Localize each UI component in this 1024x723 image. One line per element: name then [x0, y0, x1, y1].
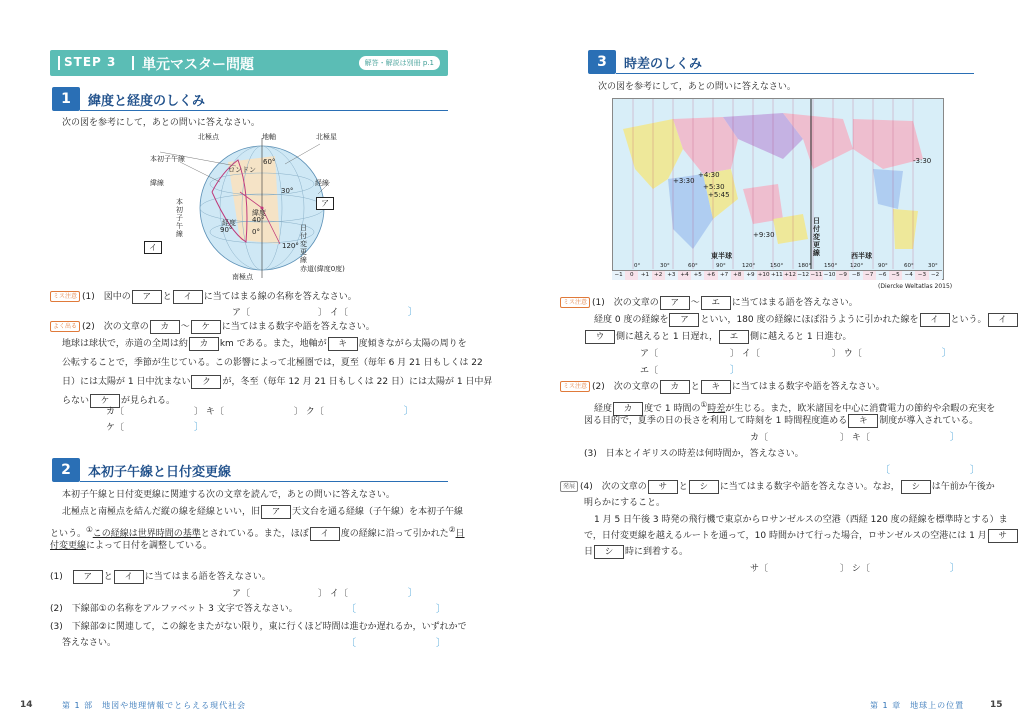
lon-tick: 30°: [660, 263, 670, 269]
tz-label: +5:30: [703, 183, 725, 191]
london-label: ロンドン: [228, 166, 256, 174]
timezone-offset-cell: −7: [863, 271, 876, 280]
section-number: 2: [52, 458, 80, 482]
timezone-offset-cell: +9: [744, 271, 757, 280]
s2-p2: という。①この経線は世界時間の基準とされている。また，ほぼ イ 度の経線に沿って引かれた②日: [50, 525, 465, 539]
timezone-offset-cell: −5: [889, 271, 902, 280]
timezone-offset-cell: +1: [638, 271, 651, 280]
timezone-offset-cell: +8: [731, 271, 744, 280]
tag-miss: ミス注意: [560, 381, 590, 392]
timezone-offset-cell: −3: [915, 271, 928, 280]
section-number: 3: [588, 50, 616, 74]
deg-30: 30°: [281, 187, 294, 195]
s1-q2-p3: 日）には太陽が 1 日中沈まない ク が，冬至（毎年 12 月 21 日もしくは 22 日）には太陽が 1 日中昇: [62, 376, 493, 387]
s1-q1: ミス注意 (1) 図中の ア と イ に当てはまる線の名称を答えなさい。: [50, 288, 357, 307]
tz-label: -3:30: [913, 157, 932, 165]
timezone-offset-cell: +3: [665, 271, 678, 280]
s1-q2-p2: 公転することで，季節が生じている。この影響によって北極圏では，夏至（毎年 6 月 21 日もしくは 22: [62, 358, 483, 368]
equator-label: 赤道(緯度0度): [300, 265, 345, 273]
timezone-offset-cell: +2: [652, 271, 665, 280]
s3-q4-p3: 日 シ 時に到着する。: [584, 546, 689, 557]
north-star-label: 北極星: [316, 133, 337, 141]
longitude-label: 経度: [222, 219, 236, 227]
timezone-offset-cell: +6: [704, 271, 717, 280]
s1-q2-answer-1[interactable]: カ〔 〕 キ〔 〕 ク〔 〕: [106, 406, 414, 417]
timezone-offset-cell: +12: [784, 272, 796, 278]
s3-q3: (3) 日本とイギリスの時差は何時間か，答えなさい。: [584, 449, 804, 459]
deg-120: 120°: [282, 242, 299, 250]
section-title: 時差のしくみ: [624, 57, 703, 72]
page-number-right: 15: [990, 700, 1003, 710]
footer-part: 第 1 部 地図や地理情報でとらえる現代社会: [62, 701, 247, 710]
s3-q2-p2: 図る目的で，夏季の日の長さを利用して時刻を 1 時間程度進める キ 制度が導入されている。: [584, 415, 979, 426]
south-pole-label: 南極点: [232, 273, 253, 281]
side-label-prime: 本初子午線: [176, 198, 183, 238]
lon-tick: 90°: [878, 263, 888, 269]
s3-q3-answer[interactable]: 〔 〕: [880, 465, 980, 476]
timezone-offset-cell: −1: [612, 271, 625, 280]
step-title: 単元マスター問題: [142, 57, 254, 73]
s2-q2: (2) 下線部①の名称をアルファベット 3 文字で答えなさい。: [50, 604, 298, 614]
s3-q1: ミス注意 (1) 次の文章の ア ～ エ に当てはまる語を答えなさい。: [560, 294, 858, 313]
tz-label: +4:30: [698, 171, 720, 179]
tz-label: +3:30: [673, 177, 695, 185]
step-label: STEP 3: [64, 55, 117, 69]
s2-q3b: 答えなさい。: [62, 638, 117, 648]
timezone-offset-cell: −8: [849, 271, 862, 280]
answers-ref: 解答・解説は別冊 p.1: [359, 56, 440, 70]
step-banner: [50, 50, 448, 76]
parallel-label: 緯線: [150, 179, 164, 187]
timezone-offset-cell: −12: [797, 272, 810, 278]
s3-q2-answer[interactable]: カ〔 〕 キ〔 〕: [750, 432, 960, 443]
deg-40: 40°: [252, 216, 265, 224]
timezone-offset-cell: 0: [625, 271, 638, 280]
s2-p1: 北極点と南極点を結んだ縦の線を経線といい，旧 ア 天文台を通る経線（子午線）を本初子午線: [62, 506, 464, 517]
timezone-offset-cell: −11: [810, 272, 823, 278]
s3-q1-p2: ウ 側に越えると 1 日遅れ， エ 側に越えると 1 日進む。: [584, 328, 851, 347]
timezone-offset-cell: +4: [678, 271, 691, 280]
tag-miss: ミス注意: [560, 297, 590, 308]
diagram-box-i: イ: [144, 241, 162, 254]
section-title: 緯度と経度のしくみ: [88, 94, 206, 109]
s1-q2-p1: 地球は球状で，赤道の全周は約 カ km である。また，地軸が キ 度傾きながら太陽の周りを: [62, 338, 467, 349]
meridian-label: 経線: [315, 179, 329, 187]
lon-tick: 180°: [798, 263, 812, 269]
s3-q4-answer[interactable]: サ〔 〕 シ〔 〕: [750, 563, 960, 574]
diagram-box-a: ア: [316, 197, 334, 210]
lon-tick: 0°: [634, 263, 641, 269]
section-3-header: [588, 50, 974, 74]
section-1-header: [52, 87, 448, 111]
map-source: (Diercke Weltatlas 2015): [878, 283, 953, 290]
section-2-intro: 本初子午線と日付変更線に関連する次の文章を読んで，あとの問いに答えなさい。: [62, 490, 395, 500]
section-2-header: [52, 458, 448, 482]
timezone-offset-row: [612, 270, 942, 280]
lon-tick: 60°: [904, 263, 914, 269]
s1-q2-answer-2[interactable]: ケ〔 〕: [106, 422, 205, 433]
timezone-map: [612, 98, 944, 280]
dateline-label: 日付変更線: [813, 217, 820, 257]
tz-label: +9:30: [753, 231, 775, 239]
s1-q1-answer[interactable]: ア〔 〕 イ〔 〕: [232, 307, 418, 318]
s2-q1: (1) ア と イ に当てはまる語を答えなさい。: [50, 571, 271, 582]
deg-0: 0°: [252, 228, 260, 236]
timezone-offset-cell: −4: [902, 271, 915, 280]
s3-q2: ミス注意 (2) 次の文章の カ と キ に当てはまる数字や語を答えなさい。: [560, 378, 885, 397]
east-hemisphere-label: 東半球: [711, 252, 732, 260]
timezone-offset-cell: +11: [770, 272, 783, 278]
timezone-offset-cell: +10: [757, 272, 770, 278]
s2-p3: 付変更線によって日付を調整している。: [50, 541, 213, 551]
s2-q2-answer[interactable]: 〔 〕: [346, 604, 446, 615]
lon-tick: 30°: [928, 263, 938, 269]
timezone-offset-cell: −2: [929, 271, 942, 280]
north-pole-label: 北極点: [198, 133, 219, 141]
s3-q4-p1: 1 月 5 日午後 3 時発の飛行機で東京からロサンゼルスの空港（西経 120 度の経線を標準時とする）ま: [594, 515, 1008, 525]
s3-q1-answer-1[interactable]: ア〔 〕 イ〔 〕 ウ〔 〕: [640, 348, 952, 359]
s3-q4-p2: で，日付変更線を越えるルートを通って，10 時間かけて行った場合，ロサンゼルスの空港には 1 月 サ: [584, 527, 1019, 546]
s3-q4: 発展 (4) 次の文章の サ と シ に当てはまる数字や語を答えなさい。なお， シ は午前か午後か: [560, 478, 995, 497]
timezone-offset-cell: +7: [718, 271, 731, 280]
s2-q3a: (3) 下線部②に関連して，この線をまたがない限り，東に行くほど時間は進むか遅れるか，いずれかで: [50, 622, 467, 632]
latitude-label: 緯度: [252, 209, 266, 217]
s3-q4-p0: 明らかにすること。: [584, 498, 666, 508]
s2-q1-answer[interactable]: ア〔 〕 イ〔 〕: [232, 588, 418, 599]
timezone-offset-cell: −9: [836, 271, 849, 280]
axis-label: 地軸: [262, 133, 276, 141]
s1-q2: よく出る (2) 次の文章の カ ～ ケ に当てはまる数字や語を答えなさい。: [50, 318, 375, 337]
page-number-left: 14: [20, 700, 33, 710]
tag-frequent: よく出る: [50, 321, 80, 332]
deg-90: 90°: [220, 226, 233, 234]
section-number: 1: [52, 87, 80, 111]
footer-chapter: 第 1 章 地球上の位置: [870, 701, 965, 710]
lon-tick: 120°: [850, 263, 864, 269]
lon-tick: 60°: [688, 263, 698, 269]
lon-tick: 150°: [824, 263, 838, 269]
world-map: [613, 99, 943, 269]
s3-q1-p1: 経度 0 度の経線を ア といい，180 度の経線にほぼ沿うように引かれた線を イ という。 イ: [594, 311, 1019, 330]
lon-tick: 120°: [742, 263, 756, 269]
tag-miss: ミス注意: [50, 291, 80, 302]
lon-tick: 90°: [716, 263, 726, 269]
section-1-intro: 次の図を参考にして，あとの問いに答えなさい。: [62, 118, 260, 128]
timezone-offset-cell: +5: [691, 271, 704, 280]
timezone-offset-cell: −6: [876, 271, 889, 280]
lon-tick: 150°: [770, 263, 784, 269]
section-3-intro: 次の図を参考にして，あとの問いに答えなさい。: [598, 82, 796, 92]
s3-q1-answer-2[interactable]: エ〔 〕: [640, 365, 741, 376]
west-hemisphere-label: 西半球: [851, 252, 872, 260]
timezone-offset-cell: −10: [823, 272, 836, 278]
s2-q3-answer[interactable]: 〔 〕: [346, 638, 446, 649]
s1-q2-p4: らない ケ が見られる。: [62, 395, 176, 406]
side-label-dateline: 日付変更線: [300, 224, 307, 264]
s3-q2-p1: 経度 カ 度で 1 時間の①時差が生じる。また，欧米諸国を中心に消費電力の節約や余暇の充実を: [594, 400, 996, 414]
deg-60: 60°: [263, 158, 276, 166]
section-title: 本初子午線と日付変更線: [88, 465, 232, 480]
tz-label: +5:45: [708, 191, 730, 199]
prime-meridian-label: 本初子午線: [150, 155, 185, 163]
tag-advanced: 発展: [560, 481, 578, 492]
